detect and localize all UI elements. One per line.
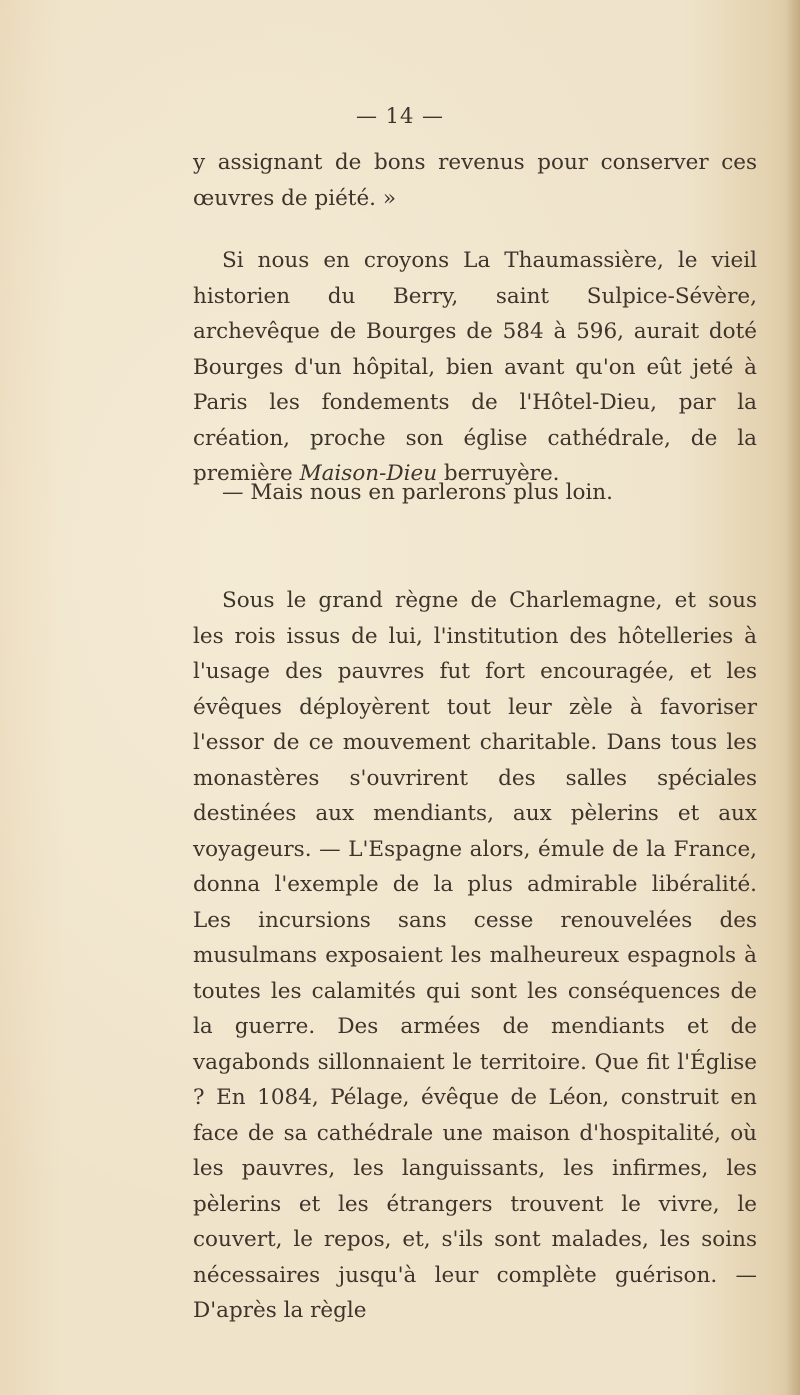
paragraph-thaumassiere-end: berruyère. — [437, 461, 560, 486]
page-number: — 14 — — [355, 104, 445, 128]
paragraph-aside: — Mais nous en parlerons plus loin. — [222, 480, 613, 505]
paragraph-charlemagne: Sous le grand règne de Charlemagne, et sous les rois issus de lui, l'institution des hôtelleries à l'usage des pauvres fut fort encouragée, et les évêques déployèrent tout leur zèle à favoriser l'essor de ce mouvement charitable. Dans tous les monastères s'ouvrirent des salles spéciales destinées aux mendiants, aux pèlerins et aux voyageurs. — L'Espagne alors, émule de la France, donna l'exemple de la plus admirable libéralité. Les incursions sans cesse renouvelées des musulmans exposaient les malheureux espagnols à toutes les calamités qui sont les conséquences de la guerre. Des armées de mendiants et de vagabonds sillonnaient le territoire. Que fit l'Église ? En 1084, Pélage, évêque de Léon, construit en face de sa cathédrale une maison d'hospitalité, où les pauvres, les languissants, les infirmes, les pèlerins et les étrangers trouvent le vivre, le couvert, le repos, et, s'ils sont malades, les soins nécessaires jusqu'à leur complète guérison. — D'après la règle — [193, 588, 757, 1323]
page-edge-shadow — [786, 0, 800, 1395]
paragraph-thaumassiere-text: Si nous en croyons La Thaumassière, le vieil historien du Berry, saint Sulpice-Sévère, archevêque de Bourges de 584 à 596, aurait doté Bourges d'un hôpital, bien avant qu'on eût jeté à Paris les fondements de l'Hôtel-Dieu, par la création, proche son église cathédrale, de la première — [193, 248, 757, 486]
emphasis-maison-dieu: Maison-Dieu — [299, 461, 438, 486]
paragraph-thaumassiere — [193, 243, 757, 492]
paragraph-continuation: y assignant de bons revenus pour conserver ces œuvres de piété. » — [193, 150, 757, 211]
